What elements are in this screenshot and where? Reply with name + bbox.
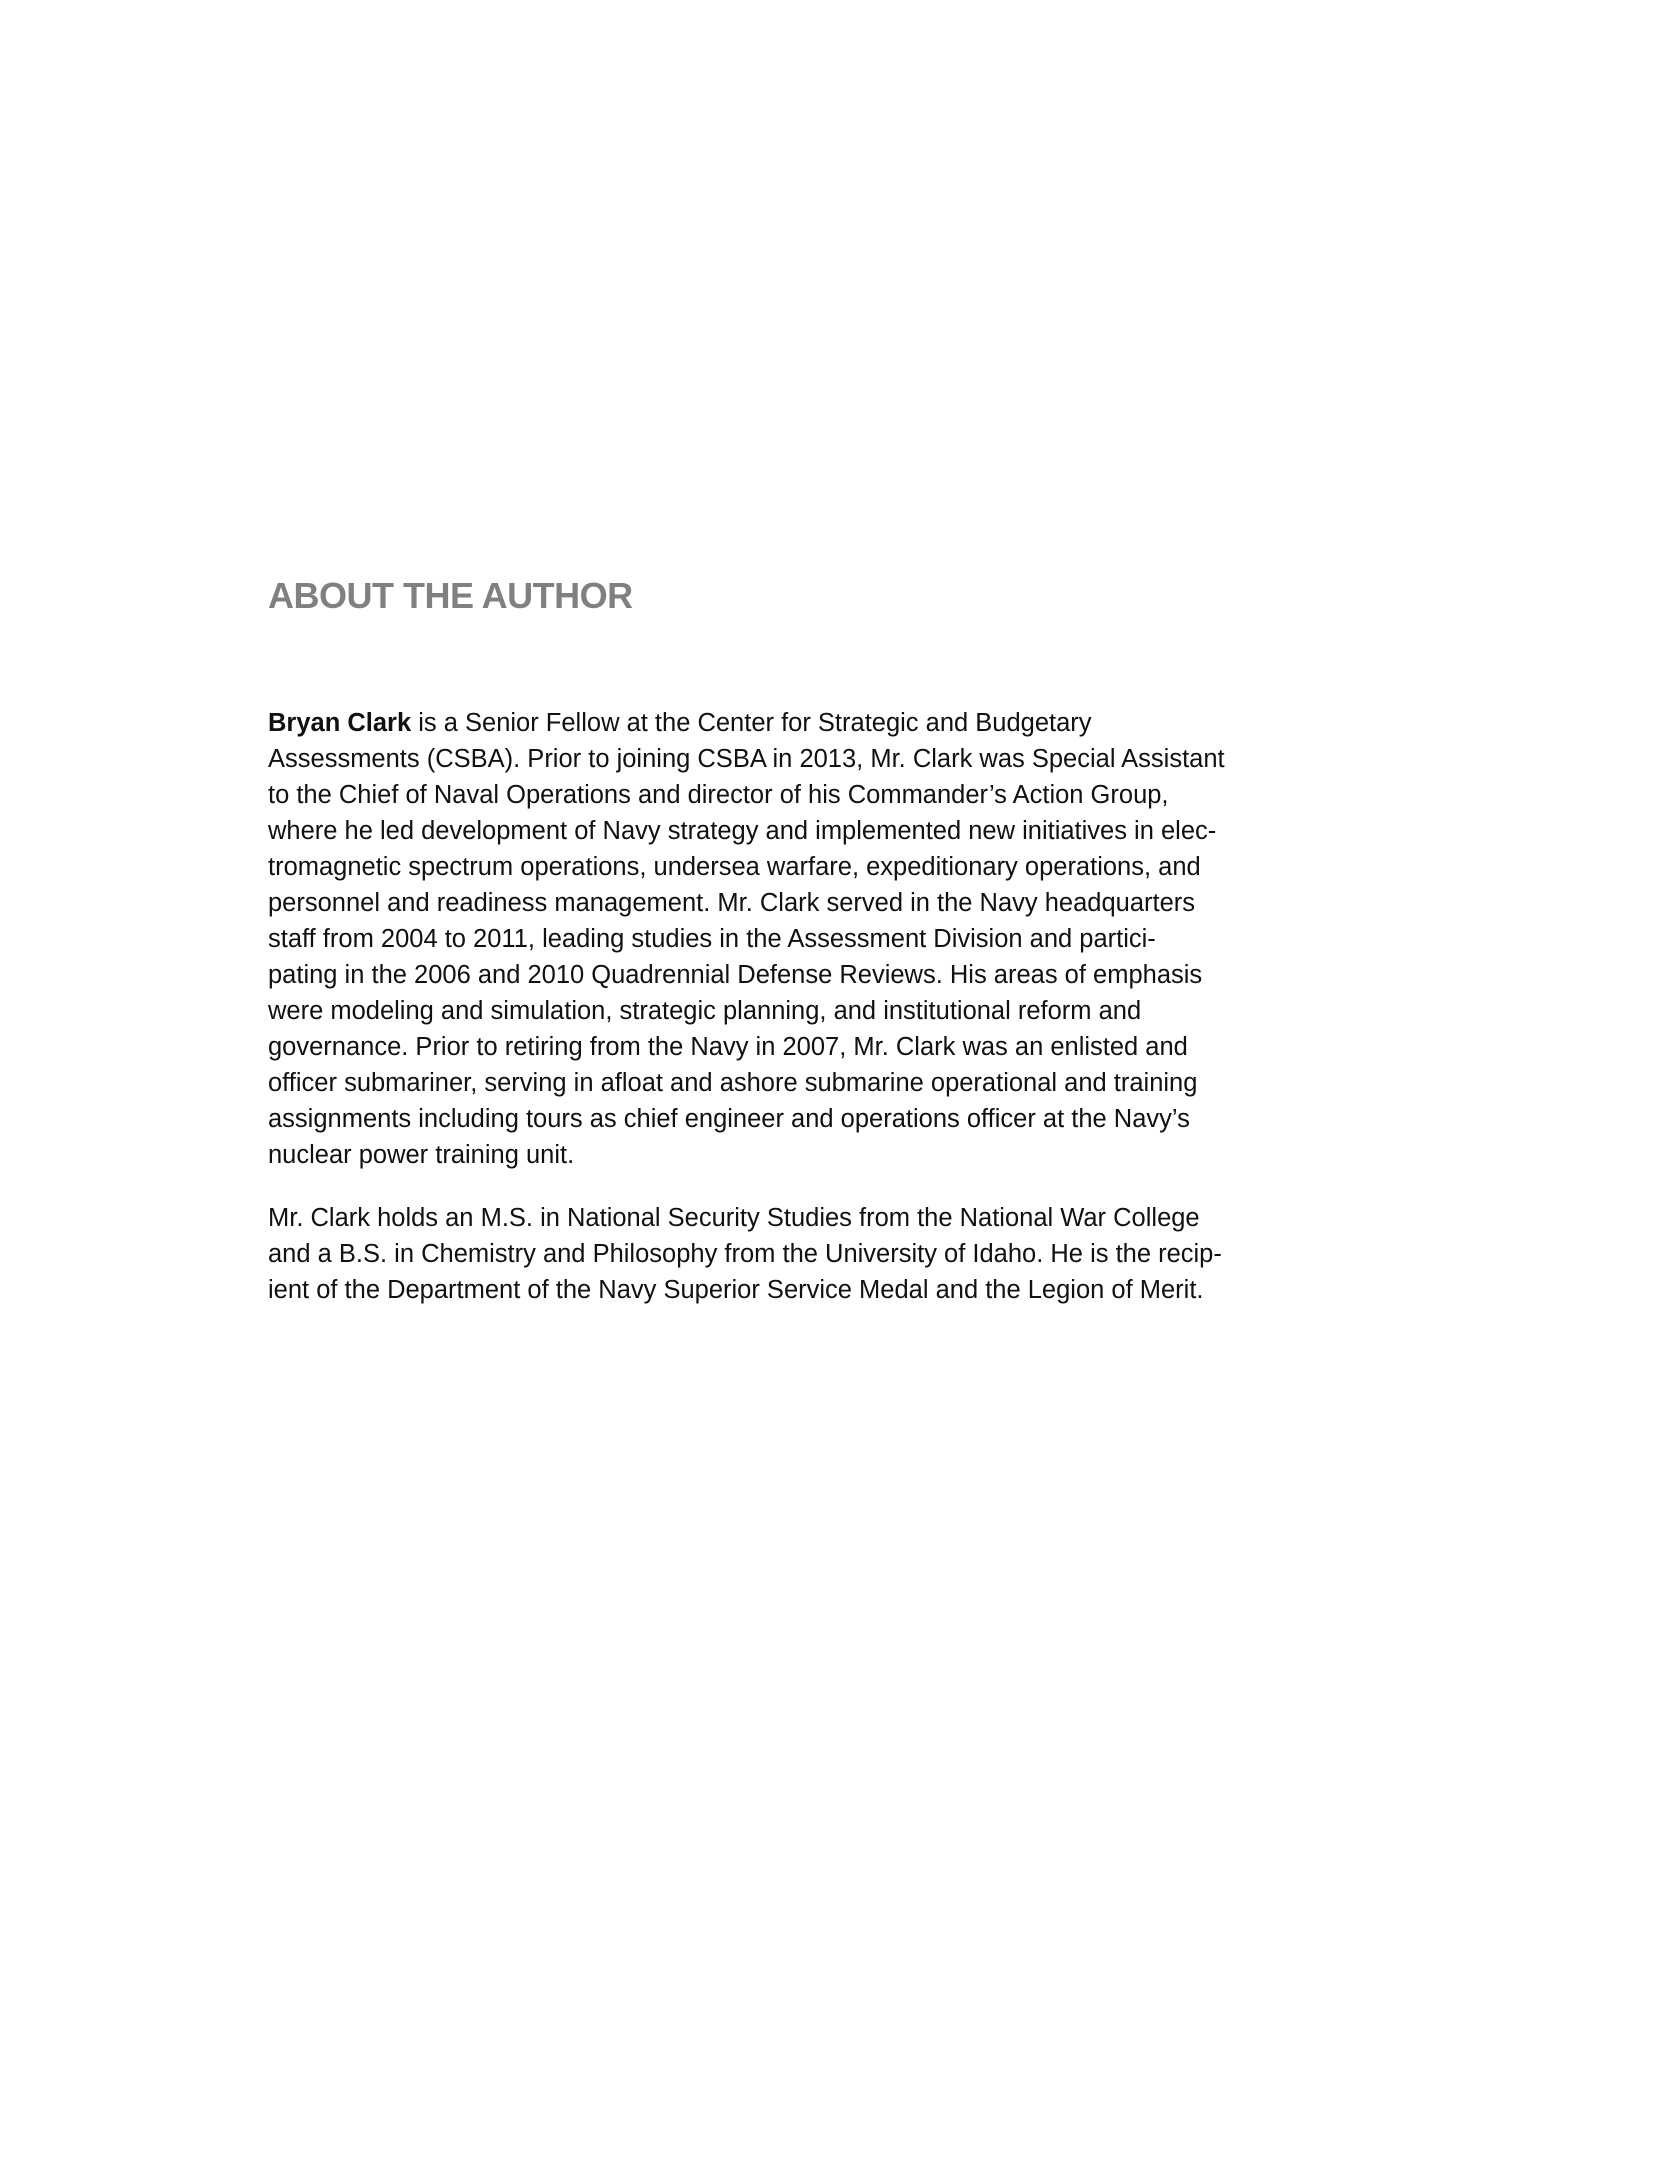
bio-line: officer submariner, serving in afloat and ashore submarine operational and training — [268, 1069, 1198, 1097]
bio-line: ient of the Department of the Navy Superior Service Medal and the Legion of Merit. — [268, 1276, 1204, 1304]
author-name: Bryan Clark — [268, 709, 412, 737]
bio-line: personnel and readiness management. Mr. Clark served in the Navy headquarters — [268, 889, 1196, 917]
bio-line: pating in the 2006 and 2010 Quadrennial Defense Reviews. His areas of emphasis — [268, 961, 1203, 989]
author-bio — [268, 705, 1298, 1308]
bio-line: and a B.S. in Chemistry and Philosophy from the University of Idaho. He is the recip- — [268, 1240, 1222, 1268]
bio-line: Mr. Clark holds an M.S. in National Security Studies from the National War College — [268, 1204, 1200, 1232]
bio-line: to the Chief of Naval Operations and director of his Commander’s Action Group, — [268, 781, 1169, 809]
bio-line: staff from 2004 to 2011, leading studies in the Assessment Division and partici- — [268, 925, 1156, 953]
bio-paragraph-1 — [268, 705, 1298, 1173]
bio-line: Bryan Clark is a Senior Fellow at the Center for Strategic and Budgetary — [268, 709, 1092, 737]
bio-line: tromagnetic spectrum operations, undersea warfare, expeditionary operations, and — [268, 853, 1201, 881]
bio-paragraph-2 — [268, 1200, 1298, 1308]
bio-line: nuclear power training unit. — [268, 1141, 575, 1169]
bio-line: assignments including tours as chief engineer and operations officer at the Navy’s — [268, 1105, 1190, 1133]
section-heading: ABOUT THE AUTHOR — [268, 575, 633, 616]
bio-line: Assessments (CSBA). Prior to joining CSBA in 2013, Mr. Clark was Special Assistant — [268, 745, 1225, 773]
bio-line: were modeling and simulation, strategic planning, and institutional reform and — [268, 997, 1142, 1025]
bio-line: where he led development of Navy strategy and implemented new initiatives in elec- — [268, 817, 1217, 845]
bio-line: governance. Prior to retiring from the Navy in 2007, Mr. Clark was an enlisted and — [268, 1033, 1188, 1061]
